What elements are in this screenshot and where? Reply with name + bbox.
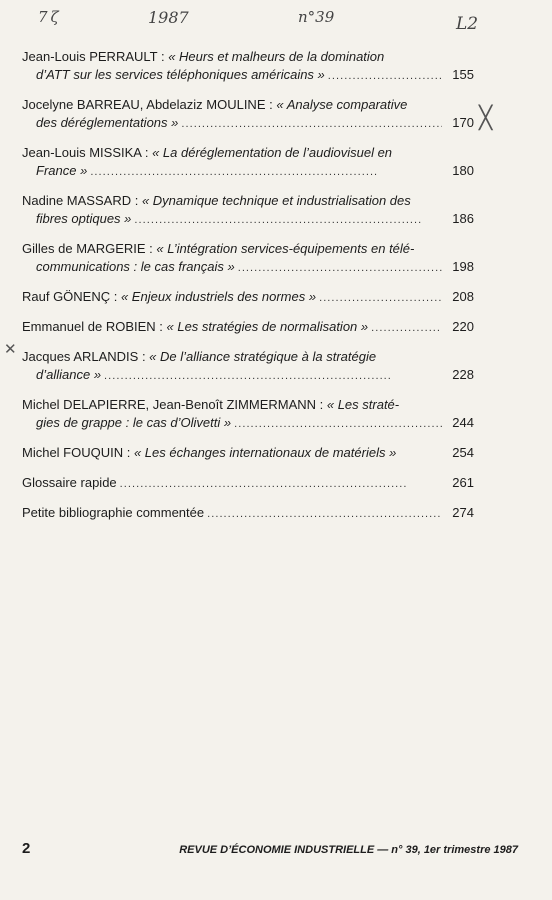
toc-author: Jocelyne BARREAU, Abdelaziz MOULINE :	[22, 97, 277, 112]
toc-author: Jean-Louis MISSIKA :	[22, 145, 153, 160]
toc-title-cont: des déréglementations »	[36, 115, 179, 130]
toc-entry-massard	[22, 192, 474, 229]
footer-page-number: 2	[22, 840, 31, 857]
dot-leader	[104, 367, 442, 385]
toc-entry-barreau-mouline	[22, 96, 474, 133]
toc-page-number: 254	[452, 445, 474, 460]
toc-page-number: 186	[452, 211, 474, 226]
dot-leader	[207, 505, 442, 523]
toc-entry-robien	[22, 318, 474, 337]
toc-entry-missika	[22, 144, 474, 181]
toc-section-label: Petite bibliographie commentée	[22, 505, 205, 520]
toc-author: Jacques ARLANDIS :	[22, 349, 150, 364]
toc-page-number: 274	[452, 505, 474, 520]
toc-author: Michel FOUQUIN :	[22, 445, 134, 460]
handwritten-cross-mark-icon: ✕	[4, 340, 17, 358]
dot-leader	[181, 115, 442, 133]
toc-title-cont: France »	[36, 163, 88, 178]
toc-author: Gilles de MARGERIE :	[22, 241, 157, 256]
toc-page-number: 208	[452, 289, 474, 304]
toc-entry-delapierre-zimmermann	[22, 396, 474, 433]
toc-page-number: 220	[452, 319, 474, 334]
toc-title: « La déréglementation de l’audiovisuel en	[152, 145, 393, 160]
footer-journal-title: REVUE D’ÉCONOMIE INDUSTRIELLE — n° 39, 1er trimestre 1987	[179, 844, 518, 856]
dot-leader	[120, 475, 442, 493]
toc-entry-fouquin	[22, 444, 474, 463]
dot-leader	[371, 319, 442, 337]
toc-title: « L’intégration services-équipements en télé-	[156, 241, 415, 256]
dot-leader	[234, 415, 442, 433]
toc-section-label: Glossaire rapide	[22, 475, 117, 490]
toc-entry-gonenc	[22, 288, 474, 307]
toc-title-cont: d’alliance »	[36, 367, 102, 382]
handwritten-cross-mark-icon: ╳	[479, 106, 493, 131]
page-footer	[22, 840, 518, 857]
toc-page-number: 228	[452, 367, 474, 382]
toc-entry-glossaire	[22, 474, 474, 493]
toc-title-cont: gies de grappe : le cas d’Olivetti »	[36, 415, 232, 430]
toc-entry-margerie	[22, 240, 474, 277]
dot-leader	[328, 67, 442, 85]
toc-title-cont: fibres optiques »	[36, 211, 132, 226]
toc-title: « Les stratégies de normalisation »	[166, 319, 369, 334]
dot-leader	[238, 259, 442, 277]
toc-title: « Heurs et malheurs de la domination	[168, 49, 385, 64]
toc-page-number: 261	[452, 475, 474, 490]
toc-page-number: 155	[452, 67, 474, 82]
toc-page-number: 198	[452, 259, 474, 274]
toc-title: « Dynamique technique et industrialisation des	[141, 193, 411, 208]
handwritten-year: 1987	[148, 8, 189, 27]
dot-leader	[90, 163, 442, 181]
toc-entry-arlandis	[22, 348, 474, 385]
toc-title: « Enjeux industriels des normes »	[120, 289, 317, 304]
toc-title-cont: communications : le cas français »	[36, 259, 235, 274]
toc-title: « Les straté-	[326, 397, 400, 412]
table-of-contents	[22, 48, 474, 534]
dot-leader	[134, 211, 442, 229]
toc-page-number: 244	[452, 415, 474, 430]
toc-title-cont: d’ATT sur les services téléphoniques américains »	[36, 67, 325, 82]
handwritten-note-right: L2	[456, 14, 479, 34]
toc-author: Emmanuel de ROBIEN :	[22, 319, 167, 334]
handwritten-note-left: 7 ζ	[38, 8, 59, 26]
toc-title: « Analyse comparative	[276, 97, 408, 112]
toc-author: Michel DELAPIERRE, Jean-Benoît ZIMMERMANN :	[22, 397, 327, 412]
handwritten-issue-number: n°39	[298, 8, 335, 26]
dot-leader	[319, 289, 442, 307]
toc-entry-bibliographie	[22, 504, 474, 523]
toc-page-number: 180	[452, 163, 474, 178]
toc-page-number: 170	[452, 115, 474, 130]
toc-author: Rauf GÖNENÇ :	[22, 289, 121, 304]
toc-entry-perrault	[22, 48, 474, 85]
toc-title: « Les échanges internationaux de matériels »	[133, 445, 397, 460]
toc-title: « De l’alliance stratégique à la stratégie	[149, 349, 377, 364]
toc-author: Nadine MASSARD :	[22, 193, 142, 208]
toc-author: Jean-Louis PERRAULT :	[22, 49, 169, 64]
